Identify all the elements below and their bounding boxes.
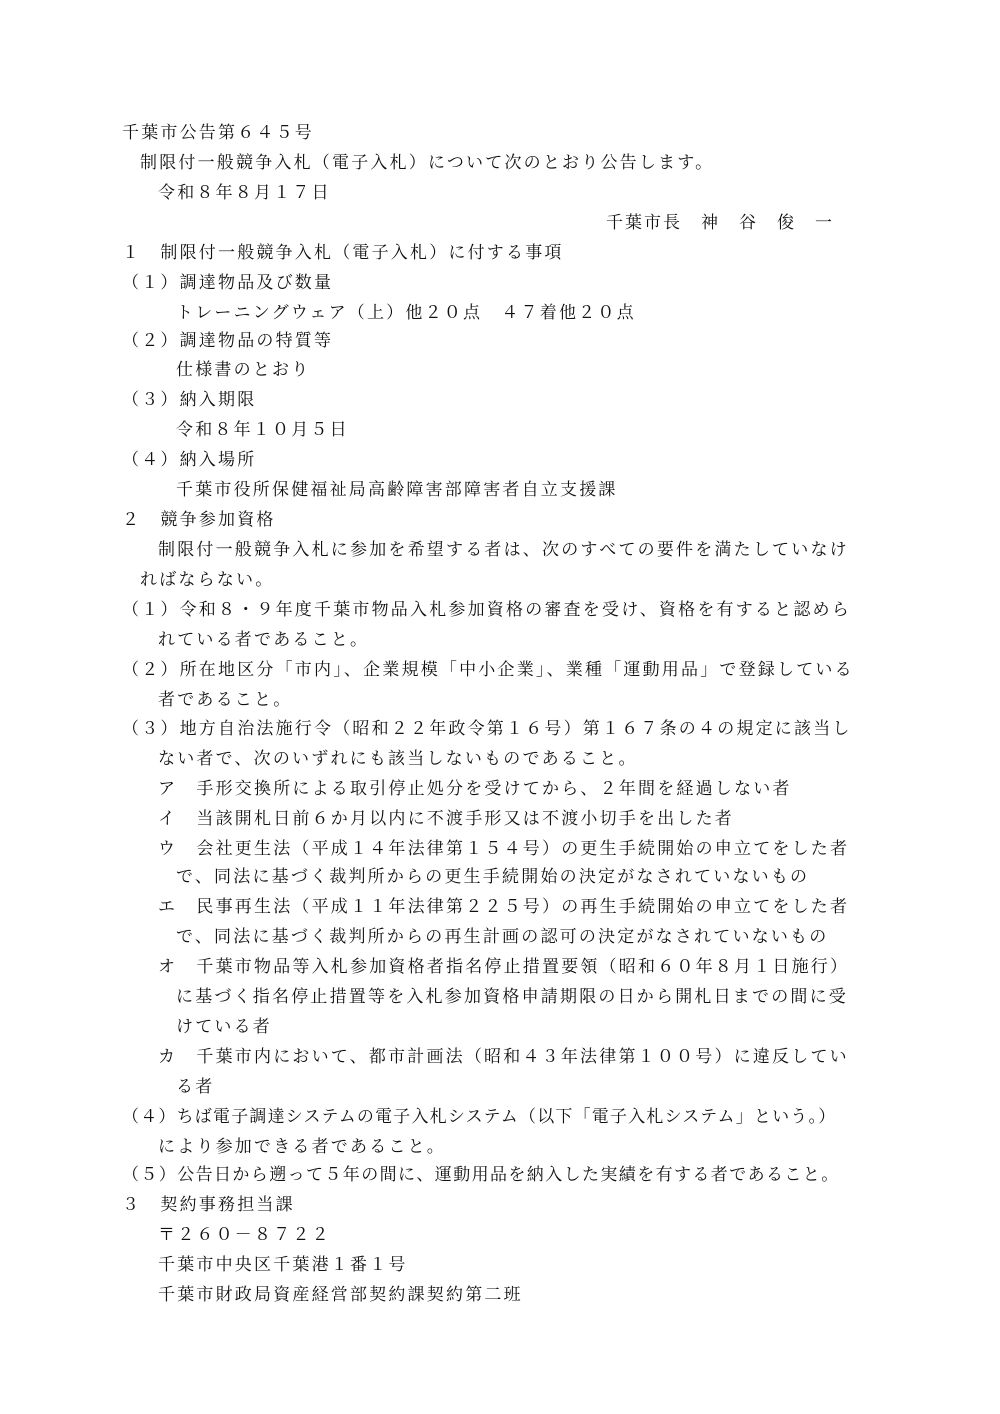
requirement1-line2: れている者であること。 bbox=[158, 630, 370, 650]
item1-value: トレーニングウェア（上）他２０点 ４７着他２０点 bbox=[176, 303, 636, 323]
subitem-u-line1: ウ 会社更生法（平成１４年法律第１５４号）の更生手続開始の申立てをした者 bbox=[158, 839, 850, 859]
requirement1-line1: （１）令和８・９年度千葉市物品入札参加資格の審査を受け、資格を有すると認めら bbox=[122, 600, 851, 620]
item1-label: （１）調達物品及び数量 bbox=[122, 273, 334, 293]
notice-intro: 制限付一般競争入札（電子入札）について次のとおり公告します。 bbox=[140, 153, 715, 173]
requirement5: （５）公告日から遡って５年の間に、運動用品を納入した実績を有する者であること。 bbox=[122, 1165, 840, 1185]
item4-label: （４）納入場所 bbox=[122, 450, 257, 470]
requirement4-line1: （４）ちば電子調達システムの電子入札システム（以下「電子入札システム」という。） bbox=[122, 1107, 837, 1127]
item2-label: （２）調達物品の特質等 bbox=[122, 331, 334, 351]
notice-date: 令和８年８月１７日 bbox=[158, 183, 331, 203]
office-address: 千葉市中央区千葉港１番１号 bbox=[158, 1255, 408, 1275]
requirement2-line1: （２）所在地区分「市内」、企業規模「中小企業」、業種「運動用品」で登録している bbox=[122, 660, 854, 680]
section1-heading: １ 制限付一般競争入札（電子入札）に付する事項 bbox=[122, 243, 564, 263]
subitem-ka-line1: カ 千葉市内において、都市計画法（昭和４３年法律第１００号）に違反してい bbox=[158, 1047, 849, 1067]
item3-value: 令和８年１０月５日 bbox=[176, 420, 349, 440]
item4-value: 千葉市役所保健福祉局高齢障害部障害者自立支援課 bbox=[176, 480, 618, 500]
subitem-ka-line2: る者 bbox=[176, 1077, 215, 1097]
notice-number: 千葉市公告第６４５号 bbox=[122, 123, 314, 143]
subitem-e-line2: で、同法に基づく裁判所からの再生計画の認可の決定がなされていないもの bbox=[176, 927, 829, 947]
mayor-signature: 千葉市長 神 谷 俊 一 bbox=[606, 213, 834, 233]
subitem-i: イ 当該開札日前６か月以内に不渡手形又は不渡小切手を出した者 bbox=[158, 809, 734, 829]
requirement4-line2: により参加できる者であること。 bbox=[158, 1137, 446, 1157]
subitem-o-line2: に基づく指名停止措置等を入札参加資格申請期限の日から開札日までの間に受 bbox=[176, 987, 848, 1007]
subitem-o-line3: けている者 bbox=[176, 1017, 272, 1037]
subitem-o-line1: オ 千葉市物品等入札参加資格者指名停止措置要領（昭和６０年８月１日施行） bbox=[158, 957, 850, 977]
section2-heading: ２ 競争参加資格 bbox=[122, 510, 276, 530]
subitem-u-line2: で、同法に基づく裁判所からの更生手続開始の決定がなされていないもの bbox=[176, 867, 810, 887]
requirement2-line2: 者であること。 bbox=[158, 690, 293, 710]
subitem-a: ア 手形交換所による取引停止処分を受けてから、２年間を経過しない者 bbox=[158, 779, 792, 799]
item3-label: （３）納入期限 bbox=[122, 390, 257, 410]
office-department: 千葉市財政局資産経営部契約課契約第二班 bbox=[158, 1285, 523, 1305]
item2-value: 仕様書のとおり bbox=[176, 360, 311, 380]
subitem-e-line1: エ 民事再生法（平成１１年法律第２２５号）の再生手続開始の申立てをした者 bbox=[158, 897, 850, 917]
section3-heading: ３ 契約事務担当課 bbox=[122, 1195, 295, 1215]
postal-code: 〒２６０－８７２２ bbox=[158, 1225, 331, 1245]
section2-intro-line1: 制限付一般競争入札に参加を希望する者は、次のすべての要件を満たしていなけ bbox=[158, 540, 849, 560]
requirement3-line2: ない者で、次のいずれにも該当しないものであること。 bbox=[158, 749, 638, 769]
requirement3-line1: （３）地方自治法施行令（昭和２２年政令第１６号）第１６７条の４の規定に該当し bbox=[122, 719, 852, 739]
section2-intro-line2: ればならない。 bbox=[140, 570, 275, 590]
